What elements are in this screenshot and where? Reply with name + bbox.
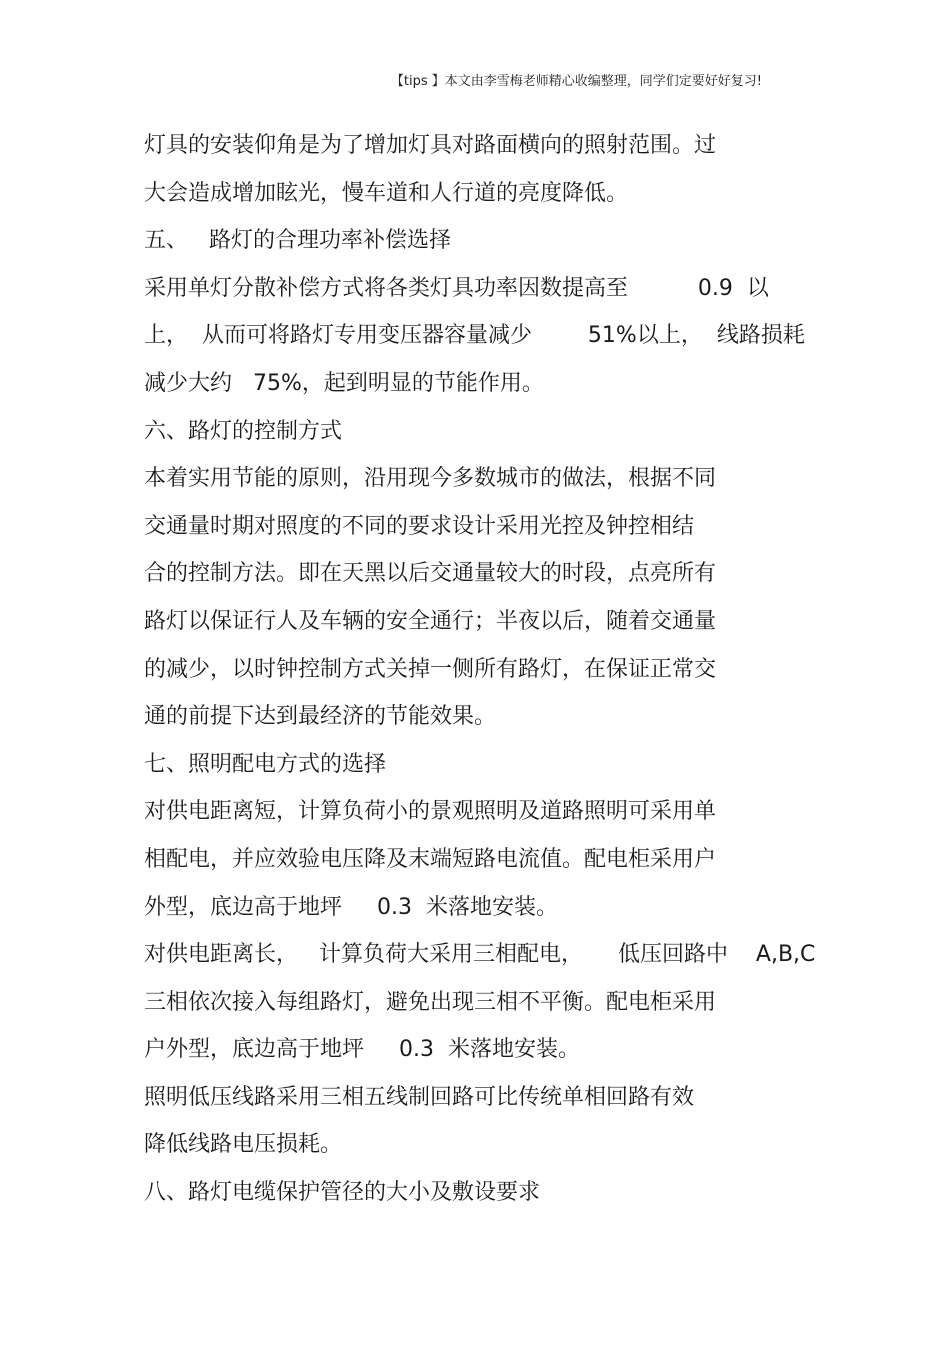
text-line: 通的前提下达到最经济的节能效果。 (144, 704, 497, 730)
text-line: 合的控制方法。即在天黑以后交通量较大的时段，点亮所有 (144, 561, 717, 587)
text-line: 相配电，并应效验电压降及末端短路电流值。配电柜采用户 (144, 846, 717, 872)
text-line: 大会造成增加眩光，慢车道和人行道的亮度降低。 (144, 180, 629, 206)
text-line: 外型，底边高于地坪 0.3 米落地安装。 (144, 894, 558, 920)
text-line: 的减少，以时钟控制方式关掉一侧所有路灯，在保证正常交 (144, 656, 717, 682)
header-tip: 【tips 】本文由李雪梅老师精心收编整理，同学们定要好好复习! (390, 74, 762, 89)
text-line: 减少大约 75%，起到明显的节能作用。 (144, 370, 544, 396)
text-line: 降低线路电压损耗。 (144, 1132, 343, 1158)
text-line: 交通量时期对照度的不同的要求设计采用光控及钟控相结 (144, 513, 695, 539)
text-line: 采用单灯分散补偿方式将各类灯具功率因数提高至 0.9 以 (144, 275, 769, 301)
text-line: 对供电距离长， 计算负荷大采用三相配电， 低压回路中 A,B,C (144, 942, 816, 968)
text-line: 上， 从而可将路灯专用变压器容量减少 51%以上， 线路损耗 (144, 323, 805, 349)
text-line: 灯具的安装仰角是为了增加灯具对路面横向的照射范围。过 (144, 133, 717, 158)
section-heading: 六、路灯的控制方式 (144, 418, 343, 444)
document-body (144, 122, 824, 1217)
section-heading: 七、照明配电方式的选择 (144, 751, 387, 777)
section-heading: 五、 路灯的合理功率补偿选择 (144, 228, 451, 254)
text-line: 照明低压线路采用三相五线制回路可比传统单相回路有效 (144, 1084, 695, 1110)
text-line: 路灯以保证行人及车辆的安全通行；半夜以后，随着交通量 (144, 608, 717, 634)
text-line: 三相依次接入每组路灯，避免出现三相不平衡。配电柜采用 (144, 989, 717, 1015)
text-line: 本着实用节能的原则，沿用现今多数城市的做法，根据不同 (144, 466, 717, 492)
text-line: 户外型，底边高于地坪 0.3 米落地安装。 (144, 1037, 580, 1063)
section-heading: 八、路灯电缆保护管径的大小及敷设要求 (144, 1180, 541, 1206)
text-line: 对供电距离短，计算负荷小的景观照明及道路照明可采用单 (144, 799, 717, 825)
